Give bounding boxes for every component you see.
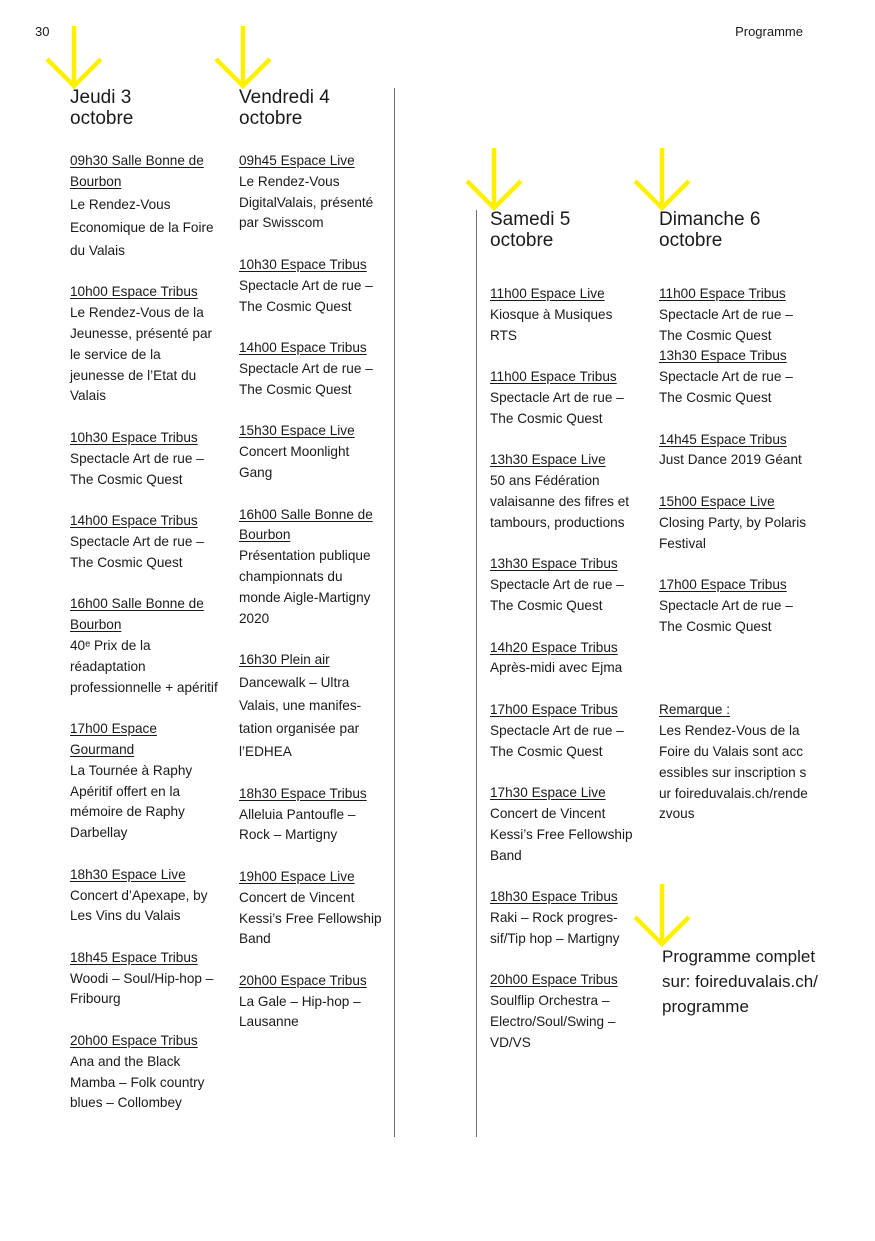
event-time: 14h00 Espace Tribus [70,513,198,529]
page-number: 30 [35,24,50,39]
day-column-sunday [659,209,809,825]
event-time: 17h00 Espace Tribus [659,577,787,593]
column-divider [394,88,395,1137]
note-block [659,700,809,825]
event-desc: Concert Moonlight Gang [239,444,350,480]
event-time: 13h30 Espace Tribus [659,348,787,364]
event-desc: Alleluia Pantoufle – Rock – Martigny [239,806,356,843]
event-desc: Présentation publique championnats du monde Aigle-Martigny 2020 [239,548,371,626]
event-item [490,554,640,616]
event-time: 14h45 Espace Tribus [659,431,787,447]
event-desc: Just Dance 2019 Géant [659,452,802,468]
event-item [239,971,384,1033]
event-desc: Dancewalk – Ultra Valais, une manifes-tation organisée par l’EDHEA [239,674,362,759]
event-item [239,421,384,483]
event-desc: Spectacle Art de rue – The Cosmic Quest [490,577,624,613]
event-item [490,887,640,949]
event-desc: Spectacle Art de rue – The Cosmic Quest [490,722,624,759]
event-desc: Concert de Vincent Kessi’s Free Fellowship Band [239,889,382,947]
event-time: 10h00 Espace Tribus [70,284,198,300]
event-desc: Spectacle Art de rue – The Cosmic Quest [239,360,373,397]
event-item [239,867,384,950]
event-time: 16h00 Salle Bonne de Bourbon [239,506,373,543]
program-link-text: Programme complet sur: foireduvalais.ch/ programme [662,947,818,1016]
event-desc: Le Rendez-Vous DigitalValais, présenté par Swisscom [239,173,374,231]
event-item [70,511,218,573]
event-item [70,948,218,1010]
event-desc: Spectacle Art de rue – The Cosmic Quest [659,597,793,634]
event-desc: Kiosque à Musiques RTS [490,306,613,343]
day-title: Dimanche 6 octobre [659,209,761,251]
event-time: 20h00 Espace Tribus [490,972,618,988]
day-title: Samedi 5 octobre [490,209,571,251]
event-item [659,492,809,554]
event-item [239,151,384,234]
event-desc: Spectacle Art de rue – The Cosmic Quest [239,277,373,314]
event-item [70,1031,218,1114]
event-desc: Spectacle Art de rue – The Cosmic Quest [490,389,624,426]
event-time: 16h00 Salle Bonne de Bourbon [70,596,204,633]
day-column-saturday [490,209,640,1074]
day-column-thursday [70,87,218,1135]
event-time: 20h00 Espace Tribus [70,1033,198,1049]
event-time: 11h00 Espace Tribus [659,286,786,301]
event-desc: Raki – Rock progres-sif/Tip hop – Martigny [490,909,620,946]
event-desc: Soulflip Orchestra – Electro/Soul/Swing – VD/VS [490,993,616,1050]
event-time: 16h30 Plein air [239,652,330,668]
event-desc: Concert d’Apexape, by Les Vins du Valais [70,887,208,924]
event-time: 10h30 Espace Tribus [70,429,198,445]
event-desc: Spectacle Art de rue – The Cosmic Quest [70,533,204,570]
event-time: 17h30 Espace Live [490,785,606,801]
event-item [490,970,640,1053]
event-desc: Le Rendez-Vous de la Jeunesse, présenté par le service de la jeunesse de l’Etat du Valais [70,305,213,404]
event-time: 14h20 Espace Tribus [490,639,618,655]
event-time: 18h30 Espace Tribus [239,785,367,801]
event-time: 13h30 Espace Live [490,452,606,468]
event-time: 09h30 Salle Bonne de Bourbon [70,153,204,189]
event-time: 17h00 Espace Tribus [490,701,618,717]
event-item [70,282,218,407]
event-time: 20h00 Espace Tribus [239,972,367,988]
event-item [70,151,218,262]
arrow-down-icon [464,148,524,212]
arrow-down-icon [213,26,273,90]
event-time: 14h00 Espace Tribus [239,340,367,356]
day-column-friday [239,87,384,1054]
event-item [490,783,640,866]
event-desc: Spectacle Art de rue – The Cosmic Quest [70,450,204,487]
event-desc: La Tournée à Raphy Apéritif offert en la mémoire de Raphy Darbellay [70,762,193,841]
event-time: 11h00 Espace Tribus [490,369,617,385]
event-time: 15h00 Espace Live [659,493,775,509]
event-item [659,346,809,408]
event-desc: Ana and the Black Mamba – Folk country blues – Collombey [70,1053,205,1111]
event-item [659,430,809,472]
day-title: Jeudi 3 octobre [70,87,134,129]
event-desc: Le Rendez-Vous Economique de la Foire du Valais [70,196,214,258]
arrow-down-icon [44,26,104,90]
event-time: 15h30 Espace Live [239,423,355,439]
event-desc: Woodi – Soul/Hip-hop – Fribourg [70,970,214,1007]
event-time: 18h45 Espace Tribus [70,949,198,965]
event-item [659,575,809,637]
arrow-down-icon [632,884,692,948]
event-time: 18h30 Espace Live [70,866,186,882]
day-title: Vendredi 4 octobre [239,87,330,129]
event-time: 09h45 Espace Live [239,153,355,168]
arrow-down-icon [632,148,692,212]
event-desc: Closing Party, by Polaris Festival [659,514,807,551]
event-item [239,505,384,630]
event-time: 13h30 Espace Tribus [490,556,618,572]
event-desc: Spectacle Art de rue – The Cosmic Quest [659,369,793,405]
column-divider [476,210,477,1137]
running-header: Programme [735,24,803,39]
event-desc: Spectacle Art de rue – The Cosmic Quest [659,306,793,343]
event-time: 11h00 Espace Live [490,286,605,301]
event-desc: Concert de Vincent Kessi’s Free Fellowship Band [490,805,633,863]
event-time: 17h00 Espace Gourmand [70,721,157,757]
event-desc: 40ᵉ Prix de la réadaptation professionnelle + apéritif [70,637,218,695]
event-item [490,450,640,533]
event-desc: Après-midi avec Ejma [490,660,623,676]
event-time: 10h30 Espace Tribus [239,256,367,272]
note-label: Remarque : [659,702,731,718]
event-item [70,428,218,490]
event-time: 18h30 Espace Tribus [490,889,618,905]
event-desc: 50 ans Fédération valaisanne des fifres et tambours, productions [490,473,630,530]
event-item [70,865,218,927]
event-item [490,284,640,346]
event-item [70,719,218,844]
event-item [239,650,384,763]
event-item [490,638,640,680]
event-item [490,367,640,429]
event-item [490,700,640,762]
event-item [239,784,384,846]
event-item [70,594,218,698]
note-text: Les Rendez-Vous de la Foire du Valais sont accessibles sur inscription sur foireduvalais.ch/rendezvous [659,723,808,822]
event-item [239,255,384,317]
event-item [659,284,809,346]
event-time: 19h00 Espace Live [239,868,355,884]
event-desc: La Gale – Hip-hop – Lausanne [239,993,361,1030]
event-item [239,338,384,400]
